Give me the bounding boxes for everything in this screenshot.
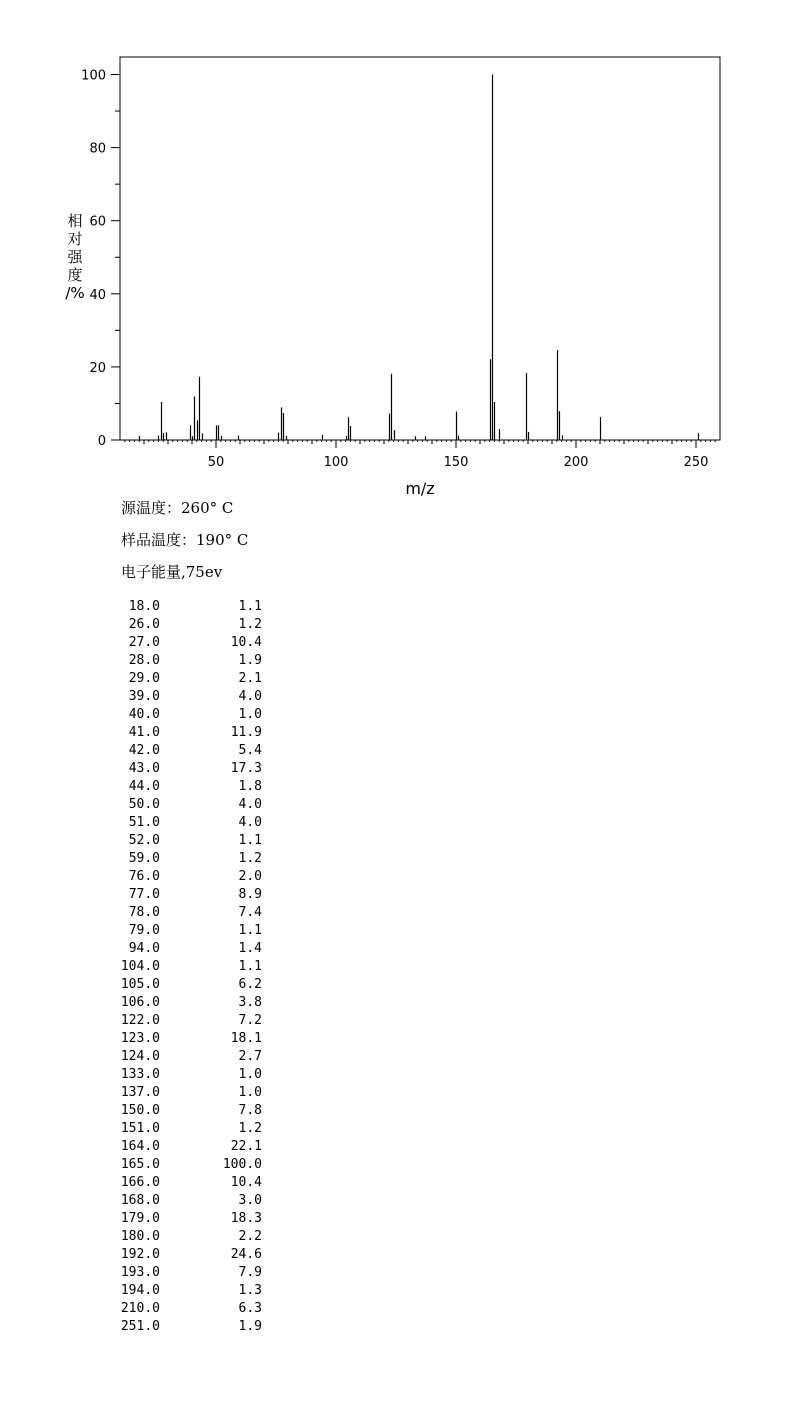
peak-abundance: 1.1 bbox=[238, 599, 262, 614]
peak-abundance: 1.4 bbox=[238, 941, 262, 956]
peak-abundance: 1.0 bbox=[238, 1085, 262, 1100]
y-tick-label: 60 bbox=[89, 214, 106, 230]
table-row bbox=[104, 1228, 262, 1246]
y-axis-label-char: 度 bbox=[67, 266, 83, 284]
y-axis-label-char: 对 bbox=[67, 230, 83, 248]
peak-mz: 18.0 bbox=[128, 599, 160, 614]
peak-abundance: 5.4 bbox=[238, 743, 262, 758]
peak-abundance: 24.6 bbox=[230, 1247, 262, 1262]
x-axis-label: m/z bbox=[405, 479, 435, 498]
table-row bbox=[104, 1264, 262, 1282]
peak-mz: 193.0 bbox=[120, 1265, 160, 1280]
plot-frame bbox=[120, 57, 720, 440]
x-tick-label: 250 bbox=[683, 455, 709, 470]
peak-mz: 27.0 bbox=[128, 635, 160, 650]
peak-mz: 124.0 bbox=[120, 1049, 160, 1064]
table-row bbox=[104, 832, 262, 850]
peak-mz: 106.0 bbox=[120, 995, 160, 1010]
peak-abundance: 2.7 bbox=[238, 1049, 262, 1064]
peak-abundance: 6.3 bbox=[238, 1301, 262, 1316]
peak-mz: 29.0 bbox=[128, 671, 160, 686]
table-row bbox=[104, 1048, 262, 1066]
table-row bbox=[104, 598, 262, 616]
x-tick-label: 50 bbox=[207, 455, 225, 470]
peak-abundance: 1.9 bbox=[238, 1319, 262, 1334]
peak-abundance: 7.2 bbox=[238, 1013, 262, 1028]
peak-mz: 76.0 bbox=[128, 869, 160, 884]
peak-mz: 78.0 bbox=[128, 905, 160, 920]
peak-mz: 42.0 bbox=[128, 743, 160, 758]
peak-mz: 166.0 bbox=[120, 1175, 160, 1190]
table-row bbox=[104, 634, 262, 652]
peak-mz: 210.0 bbox=[120, 1301, 160, 1316]
peak-abundance: 1.2 bbox=[238, 617, 262, 632]
peak-mz: 41.0 bbox=[128, 725, 160, 740]
table-row bbox=[104, 958, 262, 976]
peak-mz: 44.0 bbox=[128, 779, 160, 794]
peak-mz: 105.0 bbox=[120, 977, 160, 992]
peak-abundance: 1.3 bbox=[238, 1283, 262, 1298]
table-row bbox=[104, 1138, 262, 1156]
peak-mz: 192.0 bbox=[120, 1247, 160, 1262]
peak-mz: 122.0 bbox=[120, 1013, 160, 1028]
peak-mz: 94.0 bbox=[128, 941, 160, 956]
table-row bbox=[104, 1246, 262, 1264]
table-row bbox=[104, 778, 262, 796]
table-row bbox=[104, 1282, 262, 1300]
peak-abundance: 1.2 bbox=[238, 851, 262, 866]
x-tick-label: 200 bbox=[563, 455, 589, 470]
table-row bbox=[104, 976, 262, 994]
electron-energy: 电子能量,75ev bbox=[121, 563, 223, 581]
peak-mz: 28.0 bbox=[128, 653, 160, 668]
peak-abundance: 1.0 bbox=[238, 707, 262, 722]
table-row bbox=[104, 1120, 262, 1138]
peak-mz: 180.0 bbox=[120, 1229, 160, 1244]
peak-abundance: 1.1 bbox=[238, 923, 262, 938]
peak-mz: 179.0 bbox=[120, 1211, 160, 1226]
y-tick-label: 100 bbox=[81, 68, 106, 84]
table-row bbox=[104, 616, 262, 634]
peak-abundance: 3.8 bbox=[238, 995, 262, 1010]
peak-abundance: 10.4 bbox=[230, 1175, 262, 1190]
table-row bbox=[104, 742, 262, 760]
peak-abundance: 4.0 bbox=[238, 815, 262, 830]
table-row bbox=[104, 1102, 262, 1120]
peak-mz: 39.0 bbox=[128, 689, 160, 704]
source-temperature: 源温度：260° C bbox=[121, 499, 234, 517]
peak-abundance: 100.0 bbox=[222, 1157, 262, 1172]
y-axis-label-char: /% bbox=[65, 284, 85, 302]
table-row bbox=[104, 652, 262, 670]
table-row bbox=[104, 724, 262, 742]
table-row bbox=[104, 706, 262, 724]
y-tick-label: 80 bbox=[89, 141, 106, 157]
peak-mz: 26.0 bbox=[128, 617, 160, 632]
table-row bbox=[104, 1300, 262, 1318]
y-tick-label: 40 bbox=[89, 287, 106, 303]
peak-abundance: 7.9 bbox=[238, 1265, 262, 1280]
peak-abundance: 1.8 bbox=[238, 779, 262, 794]
table-row bbox=[104, 868, 262, 886]
peak-table bbox=[104, 598, 262, 1336]
peak-abundance: 1.0 bbox=[238, 1067, 262, 1082]
table-row bbox=[104, 1318, 262, 1336]
peak-mz: 43.0 bbox=[128, 761, 160, 776]
y-tick-label: 20 bbox=[89, 360, 106, 376]
peak-abundance: 4.0 bbox=[238, 797, 262, 812]
table-row bbox=[104, 1066, 262, 1084]
table-row bbox=[104, 1192, 262, 1210]
table-row bbox=[104, 796, 262, 814]
peak-mz: 59.0 bbox=[128, 851, 160, 866]
peak-abundance: 11.9 bbox=[230, 725, 262, 740]
peak-mz: 165.0 bbox=[120, 1157, 160, 1172]
peak-abundance: 1.1 bbox=[238, 959, 262, 974]
table-row bbox=[104, 1084, 262, 1102]
peak-mz: 251.0 bbox=[120, 1319, 160, 1334]
peak-abundance: 3.0 bbox=[238, 1193, 262, 1208]
peak-abundance: 2.0 bbox=[238, 869, 262, 884]
peak-abundance: 1.9 bbox=[238, 653, 262, 668]
peak-mz: 123.0 bbox=[120, 1031, 160, 1046]
peak-mz: 77.0 bbox=[128, 887, 160, 902]
peak-abundance: 8.9 bbox=[238, 887, 262, 902]
peak-mz: 79.0 bbox=[128, 923, 160, 938]
y-tick-label: 0 bbox=[97, 434, 106, 449]
peak-abundance: 18.1 bbox=[230, 1031, 262, 1046]
table-row bbox=[104, 922, 262, 940]
peak-abundance: 10.4 bbox=[230, 635, 262, 650]
table-row bbox=[104, 886, 262, 904]
y-axis-label-char: 强 bbox=[67, 248, 83, 266]
table-row bbox=[104, 850, 262, 868]
table-row bbox=[104, 688, 262, 706]
table-row bbox=[104, 1210, 262, 1228]
peak-abundance: 4.0 bbox=[238, 689, 262, 704]
peak-abundance: 1.1 bbox=[238, 833, 262, 848]
peak-abundance: 6.2 bbox=[238, 977, 262, 992]
peak-mz: 104.0 bbox=[120, 959, 160, 974]
peak-mz: 168.0 bbox=[120, 1193, 160, 1208]
peak-mz: 40.0 bbox=[128, 707, 160, 722]
peak-mz: 133.0 bbox=[120, 1067, 160, 1082]
mass-spectrum-chart bbox=[0, 0, 794, 500]
peak-abundance: 1.2 bbox=[238, 1121, 262, 1136]
peak-mz: 194.0 bbox=[120, 1283, 160, 1298]
peak-abundance: 17.3 bbox=[230, 761, 262, 776]
peak-mz: 150.0 bbox=[120, 1103, 160, 1118]
table-row bbox=[104, 1012, 262, 1030]
peak-abundance: 22.1 bbox=[230, 1139, 262, 1154]
table-row bbox=[104, 1156, 262, 1174]
table-row bbox=[104, 760, 262, 778]
table-row bbox=[104, 670, 262, 688]
peak-mz: 164.0 bbox=[120, 1139, 160, 1154]
peak-mz: 137.0 bbox=[120, 1085, 160, 1100]
x-tick-label: 150 bbox=[443, 455, 469, 470]
peak-abundance: 2.1 bbox=[238, 671, 262, 686]
x-tick-label: 100 bbox=[323, 455, 349, 470]
table-row bbox=[104, 1174, 262, 1192]
table-row bbox=[104, 940, 262, 958]
table-row bbox=[104, 1030, 262, 1048]
peak-abundance: 2.2 bbox=[238, 1229, 262, 1244]
y-axis-label-char: 相 bbox=[67, 212, 83, 230]
peak-abundance: 7.4 bbox=[238, 905, 262, 920]
table-row bbox=[104, 994, 262, 1012]
sample-temperature: 样品温度：190° C bbox=[121, 531, 249, 549]
peak-abundance: 7.8 bbox=[238, 1103, 262, 1118]
peak-mz: 51.0 bbox=[128, 815, 160, 830]
table-row bbox=[104, 904, 262, 922]
peak-mz: 151.0 bbox=[120, 1121, 160, 1136]
peak-mz: 50.0 bbox=[128, 797, 160, 812]
peak-mz: 52.0 bbox=[128, 833, 160, 848]
peak-abundance: 18.3 bbox=[230, 1211, 262, 1226]
table-row bbox=[104, 814, 262, 832]
